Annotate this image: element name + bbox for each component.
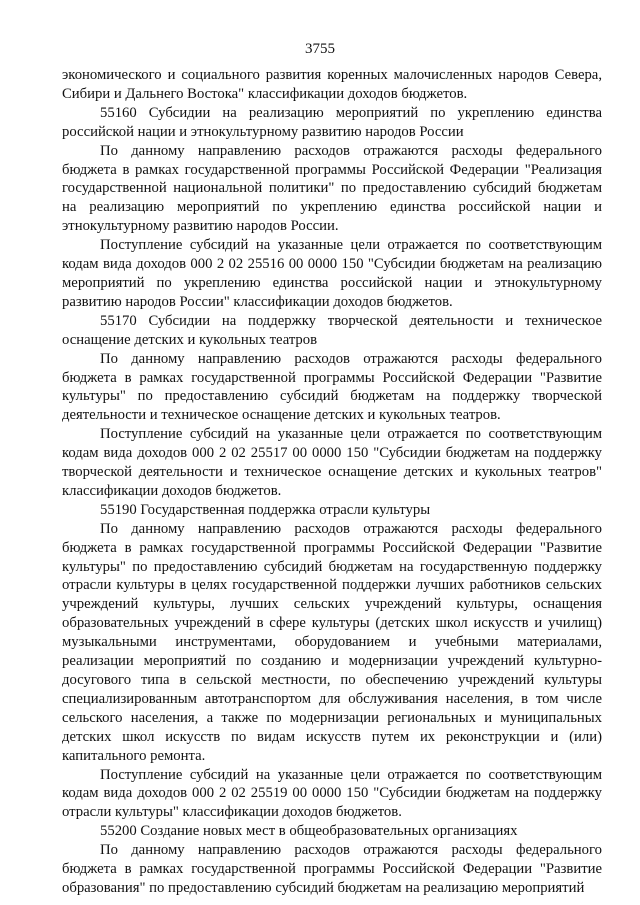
paragraph: По данному направлению расходов отражаются расходы федерального бюджета в рамках государственной программы Российской Федерации "Развитие культуры" по предоставлению субсидий бюджетам на государственную поддержку отрасли культуры в целях государственной поддержки лучших работников сельских учреждений культуры, лучших сельских учреждений культуры, оснащения образовательных учреждений в сфере культуры (детских школ искусств и училищ) музыкальными инструментами, оборудованием и учебными материалами, реализации мероприятий по созданию и модернизации учреждений культурно-досугового типа в сельской местности, по обеспечению учреждений культуры специализированным автотранспортом для обслуживания населения, в том числе сельского населения, а также по модернизации региональных и муниципальных детских школ искусств по видам искусств путем их реконструкции и (или) капитального ремонта.: [62, 520, 602, 764]
section-heading-55190: 55190 Государственная поддержка отрасли культуры: [100, 501, 431, 518]
paragraph-continuation: экономического и социального развития коренных малочисленных народов Севера, Сибири и Дальнего Востока" классификации доходов бюджетов.: [62, 67, 602, 102]
document-body: [62, 66, 602, 898]
section-heading-55170: 55170 Субсидии на поддержку творческой деятельности и техническое оснащение детских и кукольных театров: [62, 312, 602, 348]
paragraph: По данному направлению расходов отражаются расходы федерального бюджета в рамках государственной программы Российской Федерации "Развитие культуры" по предоставлению субсидий бюджетам на поддержку творческой деятельности и техническое оснащение детских и кукольных театров.: [62, 350, 602, 424]
paragraph: Поступление субсидий на указанные цели отражается по соответствующим кодам вида доходов 000 2 02 25519 00 0000 150 "Субсидии бюджетам на поддержку отрасли культуры" классификации доходов бюджетов.: [62, 766, 602, 821]
paragraph: По данному направлению расходов отражаются расходы федерального бюджета в рамках государственной программы Российской Федерации "Реализация государственной национальной политики" по предоставлению субсидий бюджетам на реализацию мероприятий по укреплению единства российской нации и этнокультурному развитию народов России.: [62, 142, 602, 235]
paragraph: Поступление субсидий на указанные цели отражается по соответствующим кодам вида доходов 000 2 02 25516 00 0000 150 "Субсидии бюджетам на реализацию мероприятий по укреплению единства российской нации и этнокультурному развитию народов России" классификации доходов бюджетов.: [62, 237, 602, 310]
paragraph: По данному направлению расходов отражаются расходы федерального бюджета в рамках государственной программы Российской Федерации "Развитие образования" по предоставлению субсидий бюджетам на реализацию мероприятий: [62, 842, 602, 896]
page-number: 3755: [305, 41, 335, 57]
paragraph: Поступление субсидий на указанные цели отражается по соответствующим кодам вида доходов 000 2 02 25517 00 0000 150 "Субсидии бюджетам на поддержку творческой деятельности и техническое оснащение детских и кукольных театров" классификации доходов бюджетов.: [62, 426, 602, 499]
section-heading-55200: 55200 Создание новых мест в общеобразовательных организациях: [100, 823, 518, 840]
section-heading-55160: 55160 Субсидии на реализацию мероприятий по укреплению единства российской нации и этнокультурному развитию народов России: [62, 104, 602, 140]
